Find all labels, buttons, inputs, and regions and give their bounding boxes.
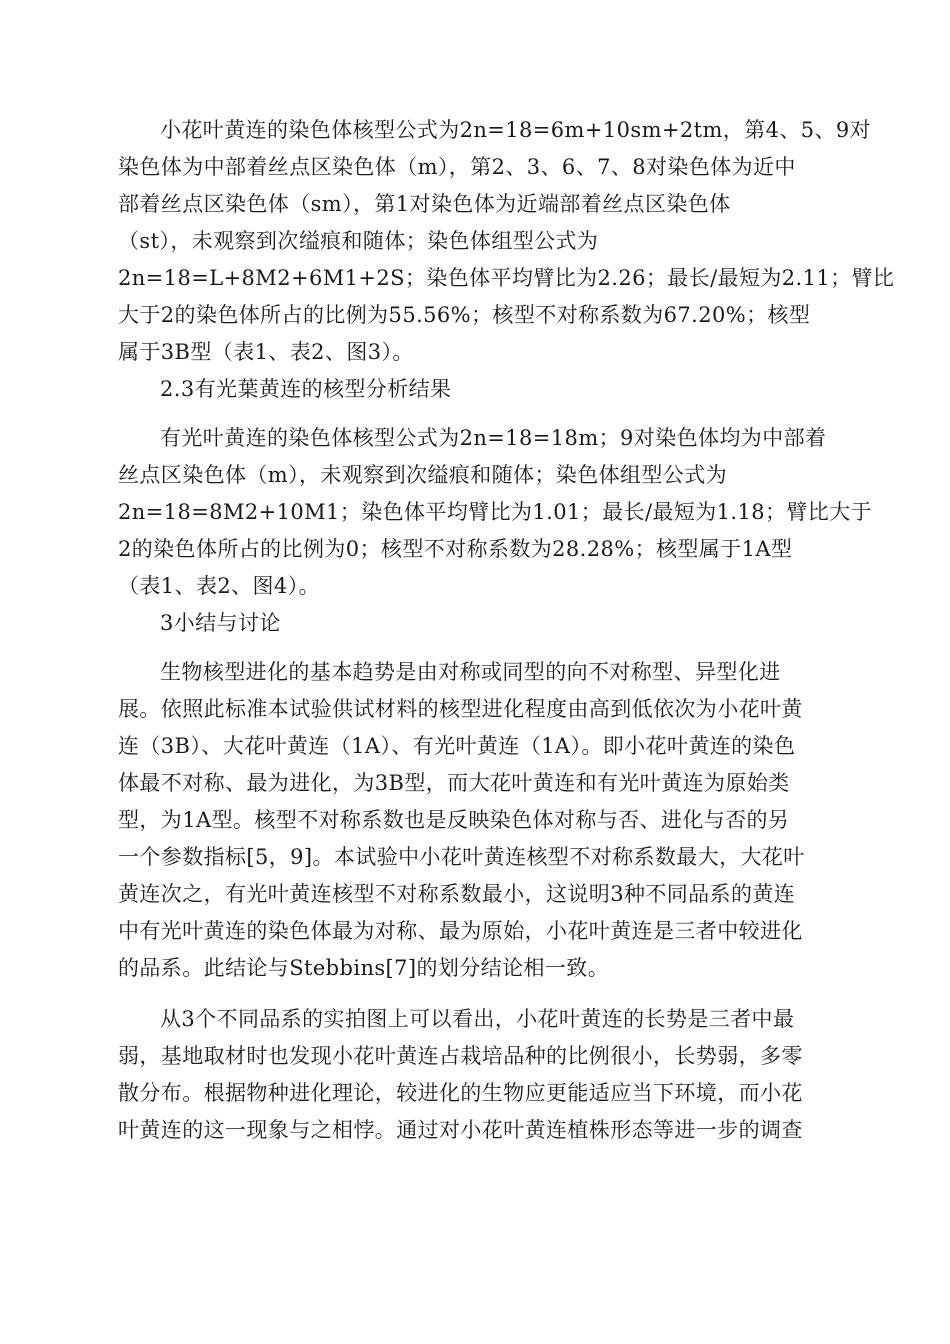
text-line: （st），未观察到次缢痕和随体；染色体组型公式为 <box>118 229 599 253</box>
text-line: 大于2的染色体所占的比例为55.56%；核型不对称系数为67.20%；核型 <box>118 303 811 327</box>
text-line: 丝点区染色体（m），未观察到次缢痕和随体；染色体组型公式为 <box>118 463 728 487</box>
text-line: 弱，基地取材时也发现小花叶黄连占栽培品种的比例很小，长势弱，多零 <box>118 1044 803 1068</box>
text-line: 展。依照此标准本试验供试材料的核型进化程度由高到低依次为小花叶黄 <box>118 697 803 721</box>
paragraph-karyotype-glossy-leaf <box>118 420 872 605</box>
text-line: 型，为1A型。核型不对称系数也是反映染色体对称与否、进化与否的另 <box>118 808 790 832</box>
paragraph-growth-observation <box>118 1001 834 1149</box>
text-line: 中有光叶黄连的染色体最为对称、最为原始，小花叶黄连是三者中较进化 <box>118 919 803 943</box>
text-line: 生物核型进化的基本趋势是由对称或同型的向不对称型、异型化进 <box>160 660 781 684</box>
text-line: 2n=18=L+8M2+6M1+2S；染色体平均臂比为2.26；最长/最短为2.11；臂比 <box>118 266 895 290</box>
text-line: 部着丝点区染色体（sm），第1对染色体为近端部着丝点区染色体 <box>118 192 731 216</box>
text-line: 叶黄连的这一现象与之相悖。通过对小花叶黄连植株形态等进一步的调查 <box>118 1118 803 1142</box>
document-body <box>118 112 895 1149</box>
text-line: 有光叶黄连的染色体核型公式为2n=18=18m；9对染色体均为中部着 <box>160 426 827 450</box>
section-heading-3: 3小结与讨论 <box>160 611 281 635</box>
text-line: 黄连次之，有光叶黄连核型不对称系数最小，这说明3种不同品系的黄连 <box>118 882 796 906</box>
text-line: 的品系。此结论与Stebbins[7]的划分结论相一致。 <box>118 956 610 980</box>
text-line: 连（3B）、大花叶黄连（1A）、有光叶黄连（1A）。即小花叶黄连的染色 <box>118 734 796 758</box>
text-line: 属于3B型（表1、表2、图3）。 <box>118 340 414 364</box>
text-line: 2的染色体所占的比例为0；核型不对称系数为28.28%；核型属于1A型 <box>118 537 793 561</box>
text-line: 一个参数指标[5，9]。本试验中小花叶黄连核型不对称系数最大，大花叶 <box>118 845 805 869</box>
text-line: 2n=18=8M2+10M1；染色体平均臂比为1.01；最长/最短为1.18；臂比大于 <box>118 500 872 524</box>
paragraph-karyotype-small-flower <box>118 112 895 371</box>
paragraph-discussion <box>118 654 834 987</box>
text-line: （表1、表2、图4）。 <box>118 574 320 598</box>
text-line: 散分布。根据物种进化理论，较进化的生物应更能适应当下环境，而小花 <box>118 1081 803 1105</box>
text-line: 体最不对称、最为进化，为3B型，而大花叶黄连和有光叶黄连为原始类 <box>118 771 790 795</box>
text-line: 从3个不同品系的实拍图上可以看出，小花叶黄连的长势是三者中最 <box>160 1007 795 1031</box>
text-line: 小花叶黄连的染色体核型公式为2n=18=6m+10sm+2tm，第4、5、9对 <box>160 118 872 142</box>
section-heading-2-3: 2.3有光葉黄连的核型分析结果 <box>160 377 452 401</box>
text-line: 染色体为中部着丝点区染色体（m），第2、3、6、7、8对染色体为近中 <box>118 155 796 179</box>
